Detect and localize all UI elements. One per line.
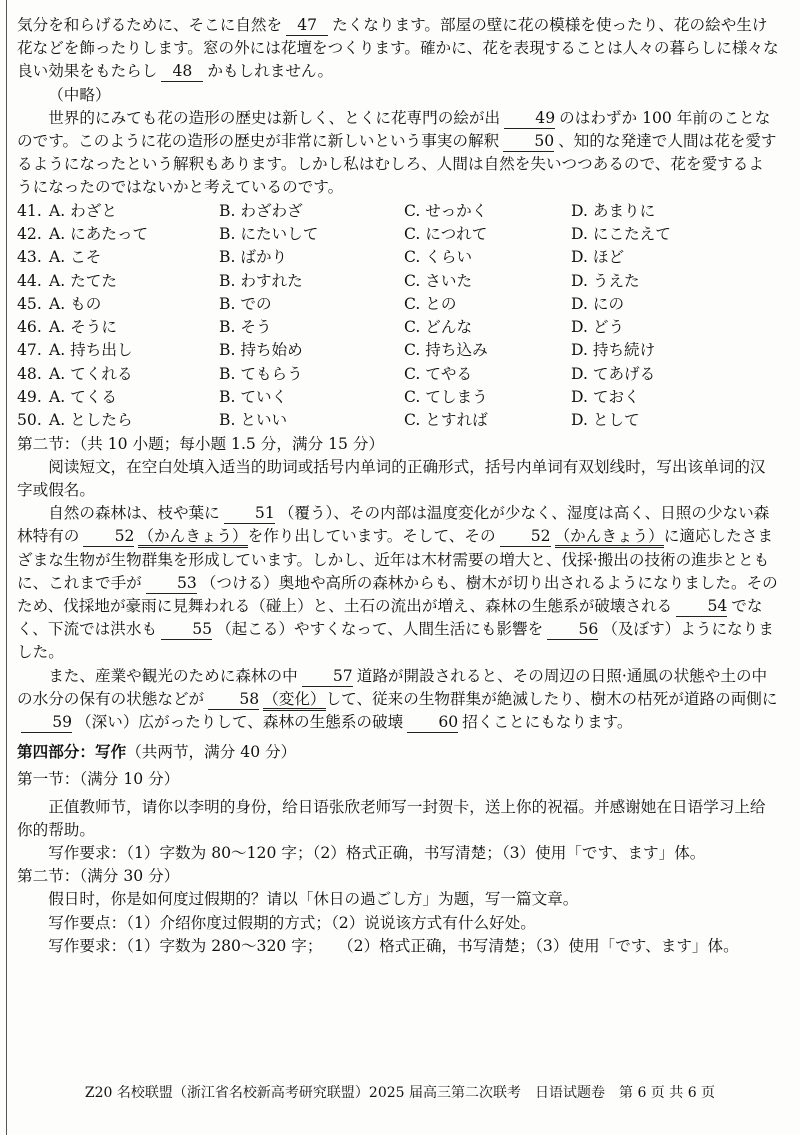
option-row <box>17 246 779 269</box>
option-a: A. としたら <box>49 411 133 430</box>
option-b: B. わすれた <box>219 271 303 290</box>
option-row <box>17 363 779 386</box>
question-number: 41. <box>17 201 42 220</box>
option-a: A. たてた <box>49 271 117 290</box>
option-row <box>17 386 779 409</box>
blank-53: 53 <box>146 574 197 594</box>
text-segment: （及ぼす）ようになりました。 <box>17 620 774 662</box>
omission-note: （中略） <box>48 85 111 104</box>
option-c: C. くらい <box>404 248 473 267</box>
option-row <box>17 200 779 223</box>
text-segment: に適応したさまざまな生物が生物群集を形成しています。しかし、近年は木材需要の増大と、伐採·搬出の技術の進歩とともに、これまで手が <box>17 527 773 592</box>
option-c: C. せっかく <box>404 201 488 220</box>
option-b: B. わざわざ <box>219 201 303 220</box>
option-a: A. にあたって <box>49 224 149 243</box>
option-a: A. てくる <box>49 388 117 406</box>
option-d: D. どう <box>571 318 625 337</box>
option-c: C. さいた <box>404 271 473 290</box>
option-row <box>17 316 779 339</box>
option-b: B. にたいして <box>219 224 319 243</box>
option-c: C. との <box>404 294 457 313</box>
question-number: 50. <box>17 411 42 430</box>
blank-49: 49 <box>504 109 555 129</box>
blank-56: 56 <box>547 620 598 640</box>
text-segment: でなく、下流では洪水も <box>17 597 763 639</box>
option-a: A. もの <box>49 294 102 313</box>
blank-48: 48 <box>161 62 203 82</box>
option-b: B. ばかり <box>219 248 288 267</box>
writing-section-1-heading: 第一节：（满分 10 分） <box>17 770 180 789</box>
option-a: A. わざと <box>49 201 117 220</box>
passage-1-paragraph <box>17 14 779 84</box>
blank-55: 55 <box>161 620 212 640</box>
text-segment: して、従来の生物群集が絶滅したり、樹木の枯死が道路の両側に <box>325 689 778 708</box>
option-row <box>17 223 779 246</box>
double-underlined-word: （変化） <box>263 690 325 711</box>
option-b: B. での <box>219 294 272 313</box>
text-segment: 、知的な発達で人間は花を愛するようになったという解釈もあります。しかし私はむしろ、人間は自然を失いつつあるので、花を愛するようになったのではないかと考えているのです。 <box>17 132 777 197</box>
option-d: D. うえた <box>571 271 640 290</box>
question-number: 45. <box>17 294 42 313</box>
part-4-title: 第四部分：写作 <box>17 742 127 762</box>
option-row <box>17 409 779 432</box>
option-b: B. そう <box>219 318 272 337</box>
option-c: C. 持ち込み <box>404 341 488 360</box>
option-b: B. ていく <box>219 388 288 406</box>
answer-options-list <box>17 200 779 433</box>
blank-51: 51 <box>224 504 275 524</box>
question-number: 46. <box>17 318 42 337</box>
writing-section-2-heading: 第二节：（满分 30 分） <box>17 867 180 886</box>
option-d: D. として <box>571 411 640 430</box>
exam-page <box>17 14 779 958</box>
option-c: C. てやる <box>404 364 473 383</box>
option-b: B. といい <box>219 411 288 430</box>
question-number: 43. <box>17 248 42 267</box>
option-row <box>17 270 779 293</box>
text-segment: （覆う）、その内部は温度変化が少なく、湿度は高く、日照の少ない森林特有の <box>17 504 770 546</box>
writing-section-2-requirements: 写作要求：（1）字数为 280～320 字； （2）格式正确，书写清楚；（3）使用「です、ます」体。 <box>48 936 739 955</box>
section-2-heading: 第二节：（共 10 小题；每小题 1.5 分，满分 15 分） <box>17 434 385 453</box>
text-segment: 道路が開設されると、その周辺の日照·通風の状態や土の中の水分の保有の状態などが <box>17 666 768 708</box>
text-segment: 気分を和らげるために、そこに自然を <box>17 16 283 34</box>
text-segment: 招くことにもなります。 <box>462 713 633 732</box>
passage-3-paragraph <box>17 502 779 664</box>
text-segment: 世界的にみても花の造形の歴史は新しく、とくに花専門の絵が出 <box>48 108 501 127</box>
question-number: 47. <box>17 341 42 360</box>
option-row <box>17 339 779 362</box>
blank-57: 57 <box>302 667 353 687</box>
option-d: D. ておく <box>571 388 640 406</box>
part-4-note: （共两节，满分 40 分） <box>126 743 297 762</box>
part-4-heading <box>17 740 779 764</box>
option-d: D. ほど <box>571 248 625 267</box>
blank-58: 58 <box>208 690 259 710</box>
option-d: D. てあげる <box>571 364 656 383</box>
double-underlined-word: （かんきょう） <box>555 527 664 548</box>
section-2-instruction: 阅读短文，在空白处填入适当的助词或括号内单词的正确形式，括号内单词有双划线时，写出该单词的汉字或假名。 <box>17 457 766 499</box>
text-segment: （深い）広がったりして、森林の生態系の破壊 <box>76 713 404 732</box>
option-b: B. 持ち始め <box>219 341 303 360</box>
option-d: D. にこたえて <box>571 224 671 243</box>
passage-4-paragraph <box>17 665 779 735</box>
option-a: A. こそ <box>49 248 102 267</box>
blank-47: 47 <box>286 16 328 36</box>
question-number: 48. <box>17 364 42 383</box>
option-a: A. 持ち出し <box>49 341 133 360</box>
page-left-rule <box>6 0 7 1135</box>
option-a: A. てくれる <box>49 364 133 383</box>
text-segment: また、産業や観光のために森林の中 <box>48 666 298 685</box>
writing-section-1-requirements: 写作要求：（1）字数为 80～120 字；（2）格式正确，书写清楚；（3）使用「です、ます」体。 <box>48 844 706 863</box>
question-number: 42. <box>17 224 42 243</box>
text-segment: （起こる）やすくなって、人間生活にも影響を <box>216 620 544 639</box>
page-footer: Z20 名校联盟（浙江省名校新高考研究联盟）2025 届高三第二次联考 日语试题卷 第 6 页 共 6 页 <box>84 1085 716 1101</box>
text-segment: かもしれません。 <box>207 62 334 81</box>
option-d: D. 持ち続け <box>571 341 656 360</box>
option-c: C. とすれば <box>404 411 488 430</box>
option-c: C. につれて <box>404 224 488 243</box>
option-d: D. にの <box>571 294 625 313</box>
text-segment: 自然の森林は、枝や葉に <box>48 504 220 523</box>
option-b: B. てもらう <box>219 364 303 383</box>
blank-50: 50 <box>503 132 554 152</box>
blank-60: 60 <box>407 713 458 733</box>
text-segment: たくなります。部屋の壁に花の模様を使ったり、花の絵や生け花などを飾ったりします。窓の外には花壇をつくります。確かに、花を表現することは人々の暮らしに様々な良い効果をもたらし <box>17 16 779 81</box>
text-segment: のはわずか 100 年前のことなのです。このように花の造形の歴史が非常に新しいという事実の解釈 <box>17 108 771 151</box>
blank-59: 59 <box>21 713 72 733</box>
question-number: 49. <box>17 388 42 406</box>
option-c: C. どんな <box>404 318 473 337</box>
option-c: C. てしまう <box>404 388 488 406</box>
option-a: A. そうに <box>49 318 117 337</box>
option-d: D. あまりに <box>571 201 656 220</box>
blank-52: 52 <box>83 527 134 547</box>
writing-section-1-prompt: 正值教师节，请你以李明的身份，给日语张欣老师写一封贺卡，送上你的祝福。并感谢她在日语学习上给你的帮助。 <box>17 797 766 839</box>
writing-section-2-points: 写作要点：（1）介绍你度过假期的方式；（2）说说该方式有什么好处。 <box>48 913 536 932</box>
question-number: 44. <box>17 271 42 290</box>
option-row <box>17 293 779 316</box>
text-segment: （つける）奥地や高所の森林からも、樹木が切り出されるようになりました。そのため、伐採地が豪雨に見舞われる（碰上）と、土石の流出が増え、森林の生態系が破壊される <box>17 573 778 616</box>
writing-section-2-prompt: 假日时，你是如何度过假期的？请以「休日の過ごし方」为题，写一篇文章。 <box>48 890 579 909</box>
double-underlined-word: （かんきょう） <box>138 527 247 548</box>
blank-54: 54 <box>676 597 727 617</box>
passage-2-paragraph <box>17 107 779 200</box>
blank-52-repeat: 52 <box>500 527 551 547</box>
text-segment: を作り出しています。そして、その <box>247 527 496 546</box>
